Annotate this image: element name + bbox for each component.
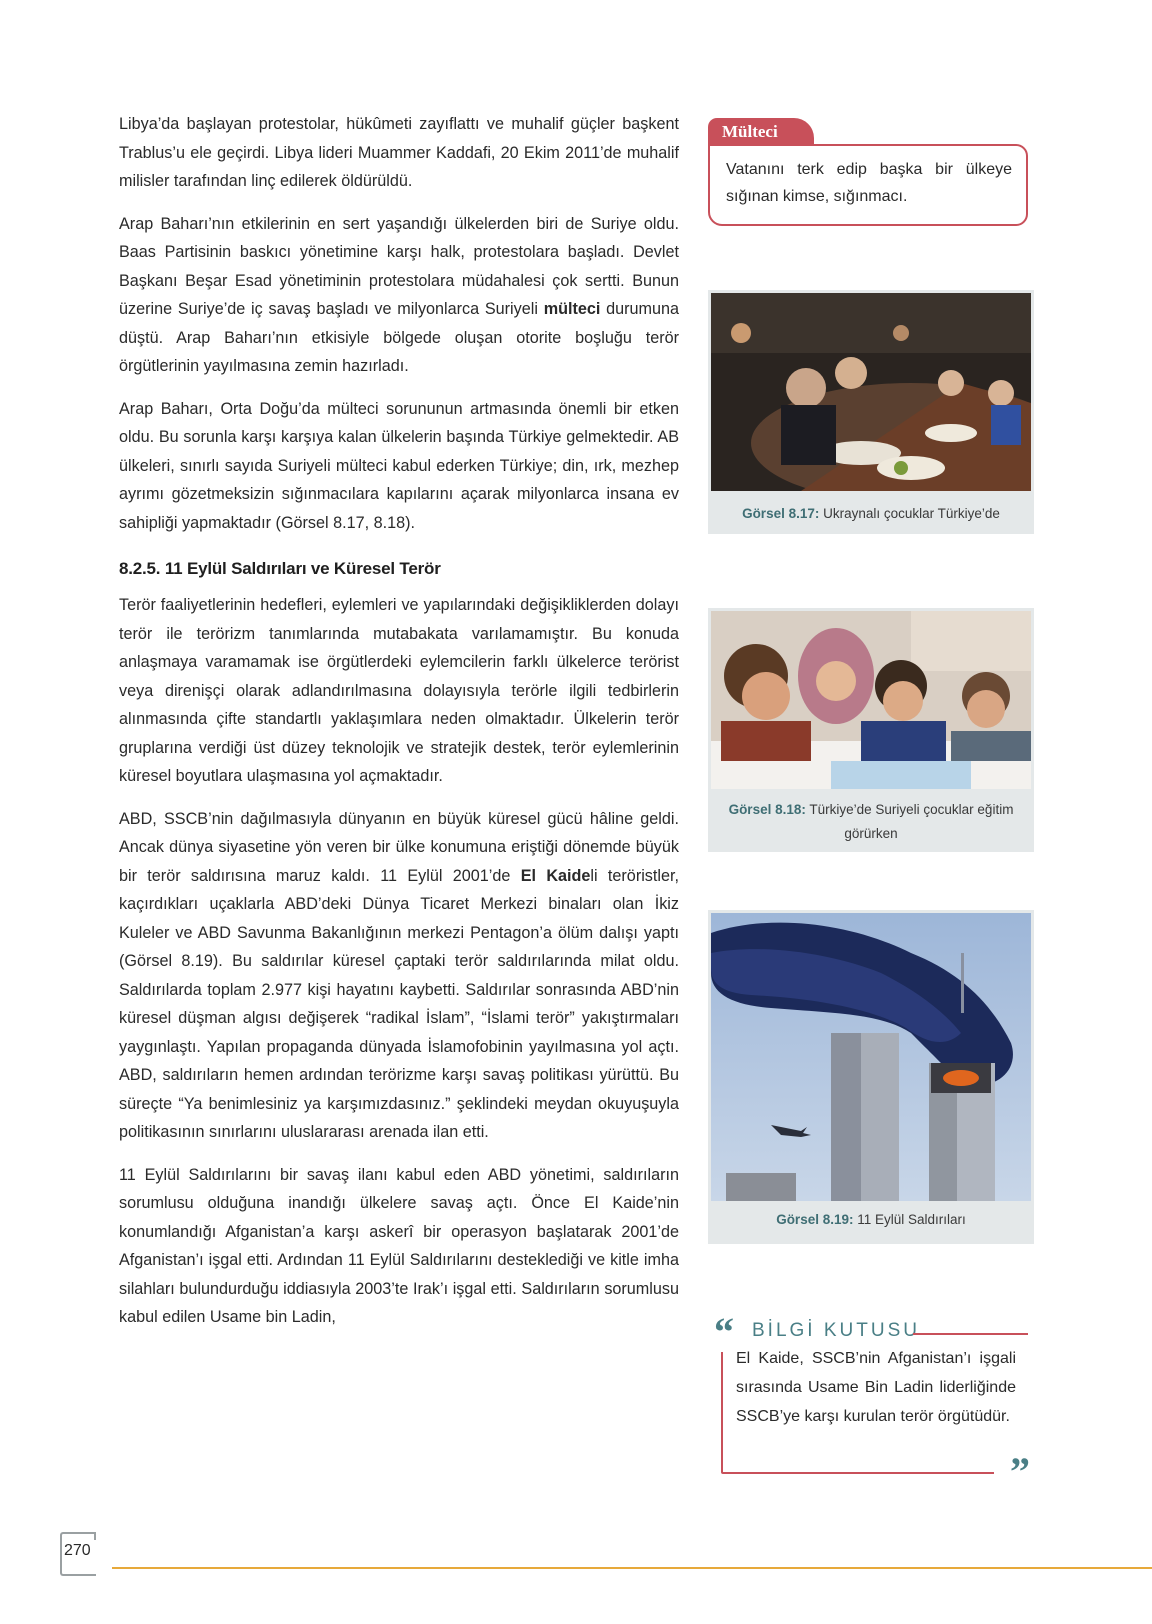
figure-8-18 (708, 608, 1034, 852)
photo-syrian-children (711, 611, 1031, 789)
info-box-title: BİLGİ KUTUSU (752, 1320, 920, 1341)
term-el-kaide: El Kaide (520, 866, 591, 885)
paragraph-refugees: Arap Baharı, Orta Doğu’da mülteci sorununun artmasında önemli bir etken oldu. Bu sorunla karşı karşıya kalan ülkelerin başında Türkiye gelmektedir. AB ülkeleri, sınırlı sayıda Suriyeli mülteci kabul ederken Türkiye; din, ırk, mezhep ayrımı gözetmeksizin sığınmacılara kapılarını açarak milyonlarca insana ev sahipliği yapmaktadır (Görsel 8.17, 8.18). (119, 399, 679, 532)
paragraph-libya: Libya’da başlayan protestolar, hükûmeti zayıflattı ve muhalif güçler başkent Trablus’u ele geçirdi. Libya lideri Muammer Kaddafi, 20 Ekim 2011’de muhalif milisler tarafından linç edilerek öldürüldü. (119, 115, 679, 190)
paragraph-wars: 11 Eylül Saldırılarını bir savaş ilanı kabul eden ABD yönetimi, saldırıların sorumlusu olduğuna inandığı ülkelere savaş açtı. Önce El Kaide’nin konumlandığı Afganistan’a karşı askerî bir operasyon başlatarak 2001’de Afganistan’ı işgal etti. Ardından 11 Eylül Saldırılarını desteklediği ve kitle imha silahları bulundurduğu iddiasıyla 2003’te Irak’ı işgal etti. Saldırıların sorumlusu kabul edilen Usame bin Ladin, (119, 1165, 679, 1326)
paragraph-syria: Arap Baharı’nın etkilerinin en sert yaşandığı ülkelerden biri de Suriye oldu. Baas Partisinin baskıcı yönetimine karşı halk, protestolara başladı. Devlet Başkanı Beşar Esad yönetiminin protestolara müdahalesi çok sertti. Bunun üzerine Suriye’de iç savaş başladı ve milyonlarca Suriyeli mülteci durumuna düştü. Arap Baharı’nın etkisiyle bölgede oluşan otorite boşluğu terör örgütlerinin yayılmasına zemin hazırladı. (119, 214, 680, 375)
info-box (708, 1309, 1038, 1494)
figure-8-19-caption: Görsel 8.19: 11 Eylül Saldırıları (776, 1212, 966, 1227)
glossary-term: Mülteci (708, 118, 814, 146)
main-column (119, 110, 679, 1346)
figure-8-17-caption: Görsel 8.17: Ukraynalı çocuklar Türkiye’de (742, 506, 1000, 521)
page-number: 270 (64, 1542, 91, 1559)
info-box-border-left (721, 1352, 723, 1472)
info-box-text: El Kaide, SSCB’nin Afganistan’ı işgali sırasında Usame Bin Ladin liderliğinde SSCB’ye karşı kurulan terör örgütüdür. (736, 1350, 1016, 1425)
figure-8-19 (708, 910, 1034, 1244)
paragraph-september-11: ABD, SSCB’nin dağılmasıyla dünyanın en büyük küresel gücü hâline geldi. Ancak dünya siyasetine yön veren bir ülke konumuna eriştiği dönemde büyük bir terör saldırısına maruz kaldı. 11 Eylül 2001’de El Kaideli teröristler, kaçırdıkları uçaklarla ABD’deki Dünya Ticaret Merkezi binaları olan İkiz Kuleler ve ABD Savunma Bakanlığının merkezi Pentagon’a ölüm dalışı yaptı (Görsel 8.19). Bu saldırılar küresel çaptaki terör saldırılarında milat oldu. Saldırılarda toplam 2.977 kişi hayatını kaybetti. Saldırılar sonrasında ABD’nin küresel düşman algısı değişerek “radikal İslam”, “İslami terör” yakıştırmaları yaygınlaştı. Yapılan propaganda dünyada İslamofobinin yayılmasına yol açtı. ABD, saldırıların hemen ardından terörizme karşı savaş politikası yürüttü. Bu süreçte “Ya benimlesiniz ya karşımızdasınız.” şeklindeki meydan okuyuşuyla politikasının sınırlarını uluslararası arenada ilan etti. (119, 809, 679, 1141)
open-quote-icon: “ (714, 1309, 734, 1354)
glossary-box (708, 118, 1028, 226)
term-multeci: mülteci (543, 300, 601, 318)
glossary-definition: Vatanını terk edip başka bir ülkeye sığınan kimse, sığınmacı. (708, 144, 1028, 226)
footer-rule (112, 1567, 1152, 1569)
figure-8-17 (708, 290, 1034, 534)
info-box-border-top (913, 1333, 1028, 1335)
photo-ukrainian-children (711, 293, 1031, 491)
figure-8-18-caption: Görsel 8.18: Türkiye’de Suriyeli çocuklar eğitim görürken (728, 802, 1014, 841)
paragraph-terror-definitions: Terör faaliyetlerinin hedefleri, eylemleri ve yapılarındaki değişikliklerden dolayı terör ile terörizm tanımlarında mutabakata varılamamıştır. Bu konuda anlaşmaya varamamak ise örgütlerdeki eylemcilerin farklı ülkelerce terörist veya direnişçi olarak adlandırılmasına dolayısıyla terörle ilgili tedbirlerin alınmasında çifte standartlı yaklaşımlara neden olmaktadır. Ülkelerin terör gruplarına verdiği üst düzey teknolojik ve stratejik destek, terör eylemlerinin küresel boyutlara ulaşmasına yol açmaktadır. (119, 596, 679, 785)
info-box-border-bottom (721, 1472, 994, 1474)
photo-september-11 (711, 913, 1031, 1201)
close-quote-icon: ” (1010, 1449, 1030, 1494)
section-heading: 8.2.5. 11 Eylül Saldırıları ve Küresel Terör (119, 559, 441, 578)
